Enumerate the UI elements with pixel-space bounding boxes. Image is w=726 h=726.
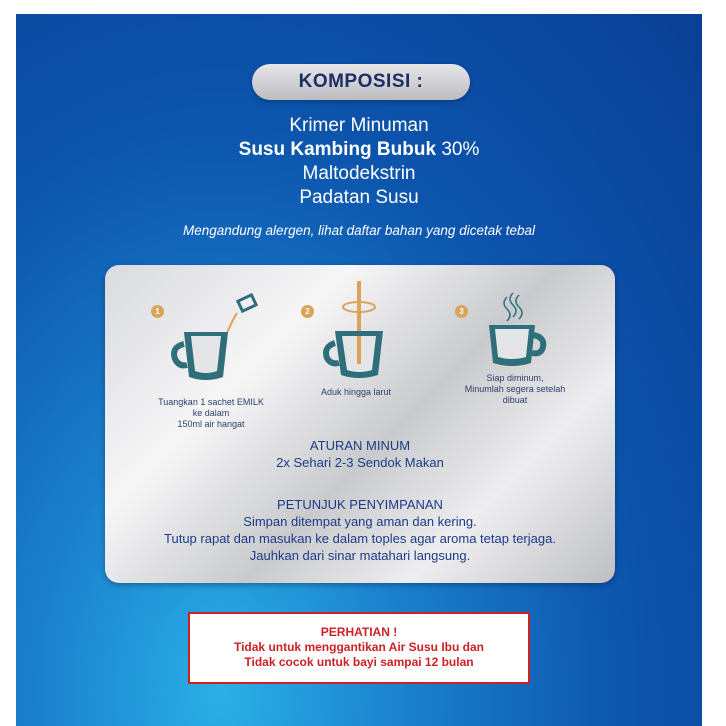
warning-title: PERHATIAN ! bbox=[320, 625, 398, 639]
storage-section bbox=[105, 496, 615, 564]
step-3 bbox=[445, 289, 565, 419]
composition-item: Padatan Susu bbox=[299, 187, 419, 208]
bold-ingredient: Susu Kambing Bubuk bbox=[238, 139, 437, 160]
step-2 bbox=[301, 279, 411, 409]
dosage-section bbox=[105, 437, 615, 471]
warning-line: Tidak untuk menggantikan Air Susu Ibu dan bbox=[233, 640, 485, 654]
instructions-card bbox=[105, 265, 615, 583]
storage-line: Jauhkan dari sinar matahari langsung. bbox=[249, 548, 471, 563]
packaging-panel bbox=[16, 14, 702, 726]
caption-line: Siap diminum, bbox=[486, 373, 544, 383]
composition-list bbox=[16, 114, 702, 210]
dosage-title: ATURAN MINUM bbox=[309, 438, 411, 453]
step-number-badge: 2 bbox=[301, 305, 314, 318]
caption-line: Tuangkan 1 sachet EMILK bbox=[158, 397, 264, 407]
composition-item-highlight bbox=[16, 138, 702, 162]
step-caption bbox=[151, 397, 271, 430]
step-caption bbox=[301, 387, 411, 398]
stir-cup-icon bbox=[301, 279, 411, 389]
pour-sachet-cup-icon bbox=[151, 289, 271, 389]
warning-line: Tidak cocok untuk bayi sampai 12 bulan bbox=[244, 655, 474, 669]
step-1 bbox=[151, 289, 271, 429]
composition-header-badge bbox=[252, 64, 470, 100]
composition-title: KOMPOSISI : bbox=[298, 71, 424, 92]
storage-line: Tutup rapat dan masukan ke dalam toples agar aroma tetap terjaga. bbox=[164, 531, 556, 546]
caption-line: ke dalam bbox=[192, 408, 230, 418]
caption-line: 150ml air hangat bbox=[177, 419, 245, 429]
storage-line: Simpan ditempat yang aman dan kering. bbox=[243, 514, 477, 529]
allergen-note: Mengandung alergen, lihat daftar bahan yang dicetak tebal bbox=[182, 223, 535, 238]
step-caption bbox=[455, 373, 575, 406]
step-number-badge: 1 bbox=[151, 305, 164, 318]
caption-line: Aduk hingga larut bbox=[320, 387, 392, 397]
ingredient-percentage: 30% bbox=[436, 139, 480, 160]
caption-line: Minumlah segera setelah bbox=[464, 384, 566, 394]
warning-box bbox=[188, 612, 530, 684]
composition-item: Krimer Minuman bbox=[289, 115, 429, 136]
step-number-badge: 3 bbox=[455, 305, 468, 318]
composition-item: Maltodekstrin bbox=[302, 163, 416, 184]
caption-line: dibuat bbox=[502, 395, 528, 405]
storage-title: PETUNJUK PENYIMPANAN bbox=[277, 497, 443, 512]
dosage-text: 2x Sehari 2-3 Sendok Makan bbox=[276, 455, 444, 470]
